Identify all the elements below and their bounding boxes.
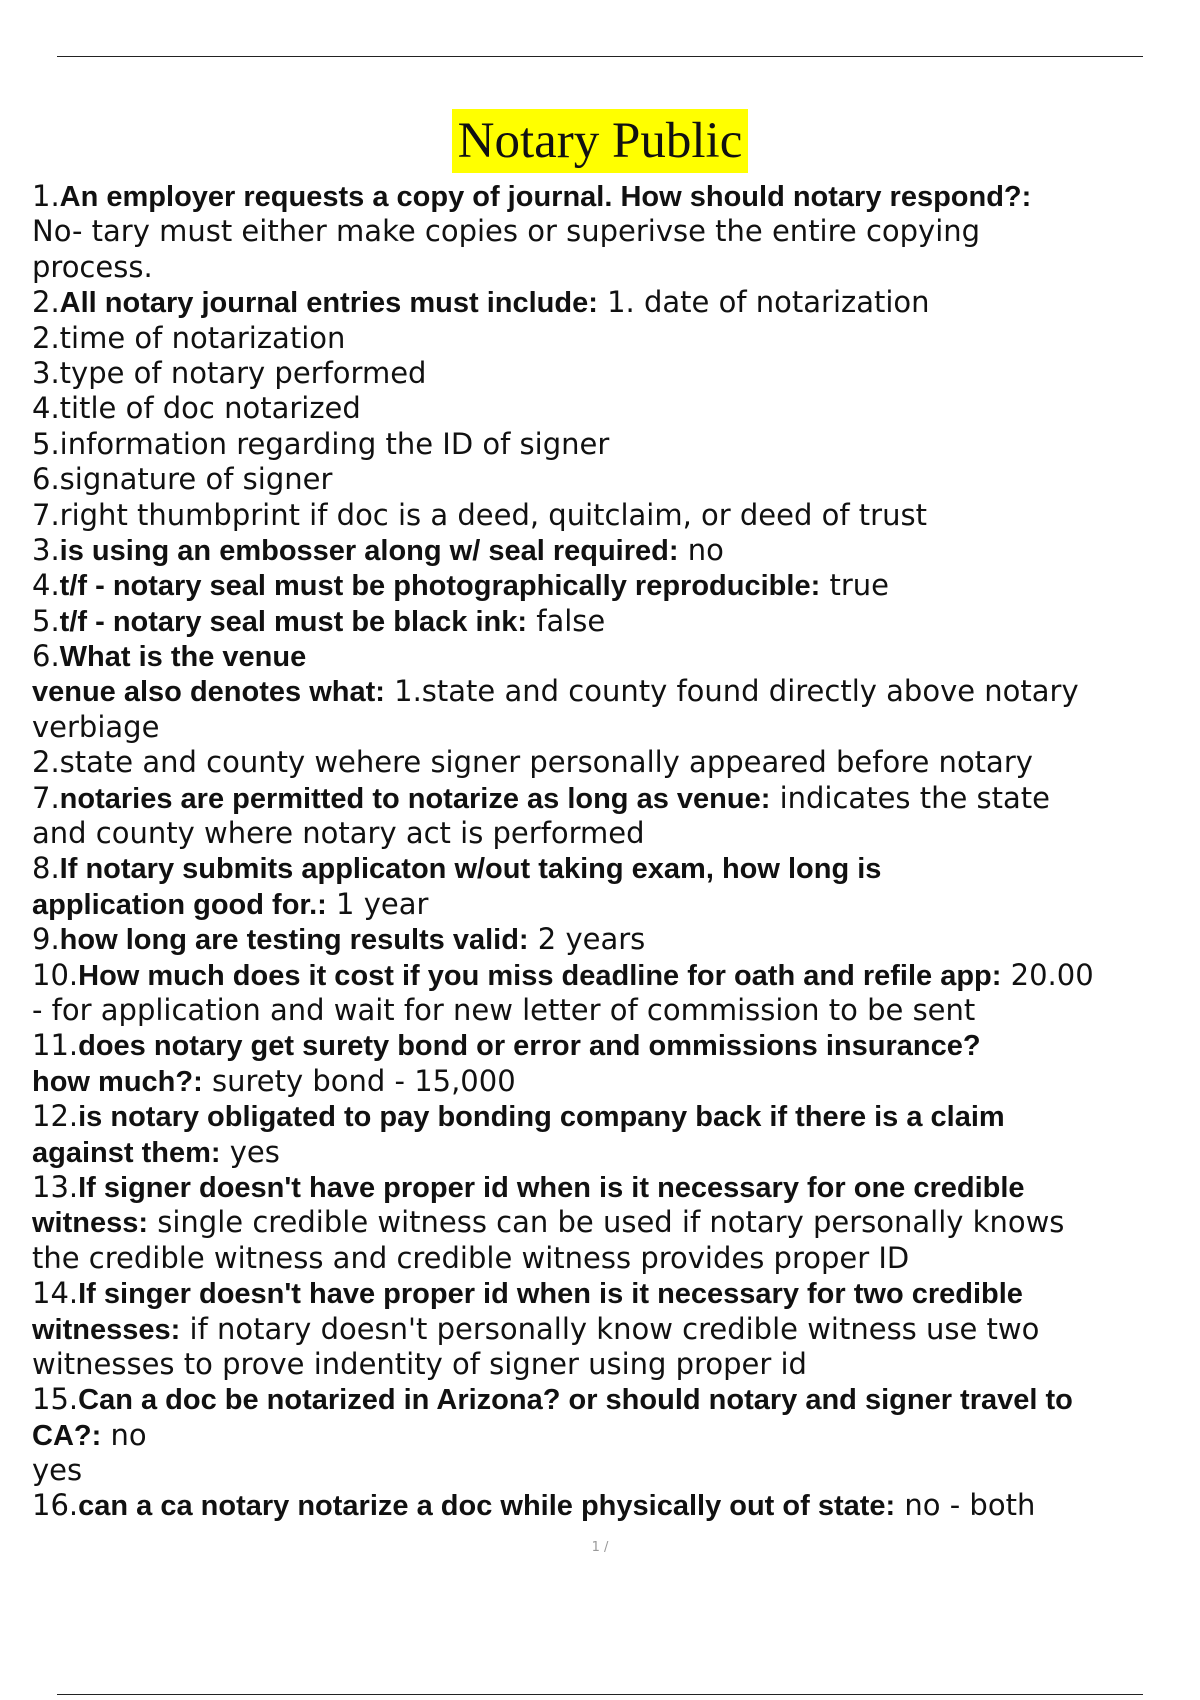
text-line (32, 250, 1200, 285)
answer-text: yes (32, 1453, 83, 1488)
answer-text: the credible witness and credible witness provides proper ID (32, 1240, 910, 1275)
answer-text: time of notarization (59, 320, 346, 355)
text-line (32, 1418, 1200, 1453)
text-line (32, 1453, 1200, 1488)
question-text: how long are testing results valid: (59, 924, 529, 957)
text-line (32, 1099, 1200, 1134)
question-text: If notary submits applicaton w/out taking exam, how long is (59, 853, 882, 886)
item-number: 16. (32, 1488, 79, 1523)
answer-text: 1 year (326, 886, 429, 921)
answer-text: 20.00 (1001, 957, 1094, 992)
item-number: 6. (32, 639, 60, 674)
item-number: 3. (32, 355, 60, 390)
item-number: 4. (32, 391, 60, 426)
question-text: is using an embosser along w/ seal required: (59, 534, 679, 567)
answer-text: type of notary performed (59, 355, 427, 390)
answer-text: signature of signer (59, 462, 333, 497)
text-line (32, 674, 1200, 709)
text-line (32, 710, 1200, 745)
item-number: 14. (32, 1276, 79, 1311)
item-number: 5. (32, 603, 60, 638)
question-text: If signer doesn't have proper id when is it necessary for one credible (78, 1171, 1025, 1204)
question-text: application good for.: (32, 888, 327, 921)
text-line (32, 781, 1200, 816)
text-line (32, 1028, 1200, 1063)
text-line (32, 498, 1200, 533)
text-line (32, 816, 1200, 851)
text-line (32, 1135, 1200, 1170)
text-line (32, 1382, 1200, 1417)
answer-text: - for application and wait for new letter of commission to be sent (32, 992, 976, 1027)
text-line (32, 462, 1200, 497)
question-text: witness: (32, 1207, 149, 1240)
question-text: CA?: (32, 1419, 102, 1452)
text-line (32, 356, 1200, 391)
answer-text: false (527, 603, 606, 638)
answer-text: title of doc notarized (59, 391, 361, 426)
answer-text: true (820, 568, 889, 603)
text-line (32, 745, 1200, 780)
text-line (32, 1347, 1200, 1382)
item-number: 7. (32, 497, 60, 532)
text-line (32, 285, 1200, 320)
text-line (32, 391, 1200, 426)
item-number: 7. (32, 780, 60, 815)
text-line (32, 321, 1200, 356)
question-text: venue also denotes what: (32, 676, 385, 709)
text-line (32, 1205, 1200, 1240)
item-number: 2. (32, 285, 60, 320)
text-line (32, 958, 1200, 993)
answer-text: verbiage (32, 709, 160, 744)
question-text: If singer doesn't have proper id when is it necessary for two credible (78, 1278, 1023, 1311)
item-number: 5. (32, 426, 60, 461)
page-number: 1 / (591, 1540, 609, 1555)
question-text: is notary obligated to pay bonding company back if there is a claim (78, 1101, 1005, 1134)
answer-text: surety bond - 15,000 (202, 1063, 516, 1098)
item-number: 4. (32, 568, 60, 603)
question-text: All notary journal entries must include: (59, 287, 598, 320)
text-line (32, 1276, 1200, 1311)
question-text: How much does it cost if you miss deadline for oath and refile app: (78, 959, 1002, 992)
answer-text: 2 years (528, 922, 646, 957)
page-title: Notary Public (452, 109, 749, 173)
answer-text: no (101, 1417, 147, 1452)
bottom-rule (57, 1694, 1143, 1695)
item-number: 15. (32, 1382, 79, 1417)
question-text: can a ca notary notarize a doc while physically out of state: (78, 1490, 896, 1523)
answer-text: if notary doesn't personally know credible witness use two (180, 1311, 1040, 1346)
answer-text: and county where notary act is performed (32, 816, 645, 851)
answer-text: no - both (895, 1488, 1036, 1523)
item-number: 3. (32, 532, 60, 567)
question-text: against them: (32, 1136, 221, 1169)
text-line (32, 639, 1200, 674)
question-text: Can a doc be notarized in Arizona? or should notary and signer travel to (78, 1384, 1073, 1417)
text-line (32, 887, 1200, 922)
answer-text: 1. date of notarization (597, 285, 930, 320)
text-line (32, 568, 1200, 603)
question-text: notaries are permitted to notarize as long as venue: (59, 782, 771, 815)
text-line (32, 179, 1200, 214)
answer-text: 2.state and county wehere signer personally appeared before notary (32, 745, 1033, 780)
answer-text: information regarding the ID of signer (59, 426, 610, 461)
answer-text: yes (220, 1134, 280, 1169)
item-number: 8. (32, 851, 60, 886)
answer-text: witnesses to prove indentity of signer using proper id (32, 1346, 807, 1381)
answer-text: process. (32, 249, 153, 284)
text-line (32, 604, 1200, 639)
question-text: An employer requests a copy of journal. How should notary respond?: (59, 181, 1032, 213)
answer-text: no (678, 532, 724, 567)
text-line (32, 1488, 1200, 1523)
question-text: how much?: (32, 1065, 203, 1098)
item-number: 13. (32, 1169, 79, 1204)
text-line (32, 214, 1200, 249)
item-number: 6. (32, 462, 60, 497)
title-container (0, 109, 1200, 173)
question-text: t/f - notary seal must be black ink: (59, 605, 528, 638)
text-line (32, 427, 1200, 462)
question-text: does notary get surety bond or error and ommissions insurance? (78, 1030, 981, 1063)
flashcard-list (32, 179, 1200, 1524)
answer-text: right thumbprint if doc is a deed, quitclaim, or deed of trust (59, 497, 927, 532)
answer-text: 1.state and county found directly above notary (384, 674, 1079, 709)
answer-text: No- tary must either make copies or superivse the entire copying (32, 214, 981, 249)
answer-text: indicates the state (770, 780, 1051, 815)
question-text: t/f - notary seal must be photographically reproducible: (59, 570, 821, 603)
text-line (32, 993, 1200, 1028)
text-line (32, 1064, 1200, 1099)
item-number: 1. (32, 179, 60, 213)
text-line (32, 851, 1200, 886)
top-rule (57, 56, 1143, 57)
question-text: witnesses: (32, 1313, 181, 1346)
text-line (32, 1170, 1200, 1205)
item-number: 10. (32, 957, 79, 992)
text-line (32, 533, 1200, 568)
item-number: 9. (32, 922, 60, 957)
question-text: What is the venue (59, 641, 307, 674)
text-line (32, 922, 1200, 957)
item-number: 2. (32, 320, 60, 355)
answer-text: single credible witness can be used if notary personally knows (148, 1205, 1065, 1240)
item-number: 12. (32, 1099, 79, 1134)
text-line (32, 1241, 1200, 1276)
item-number: 11. (32, 1028, 79, 1063)
text-line (32, 1312, 1200, 1347)
